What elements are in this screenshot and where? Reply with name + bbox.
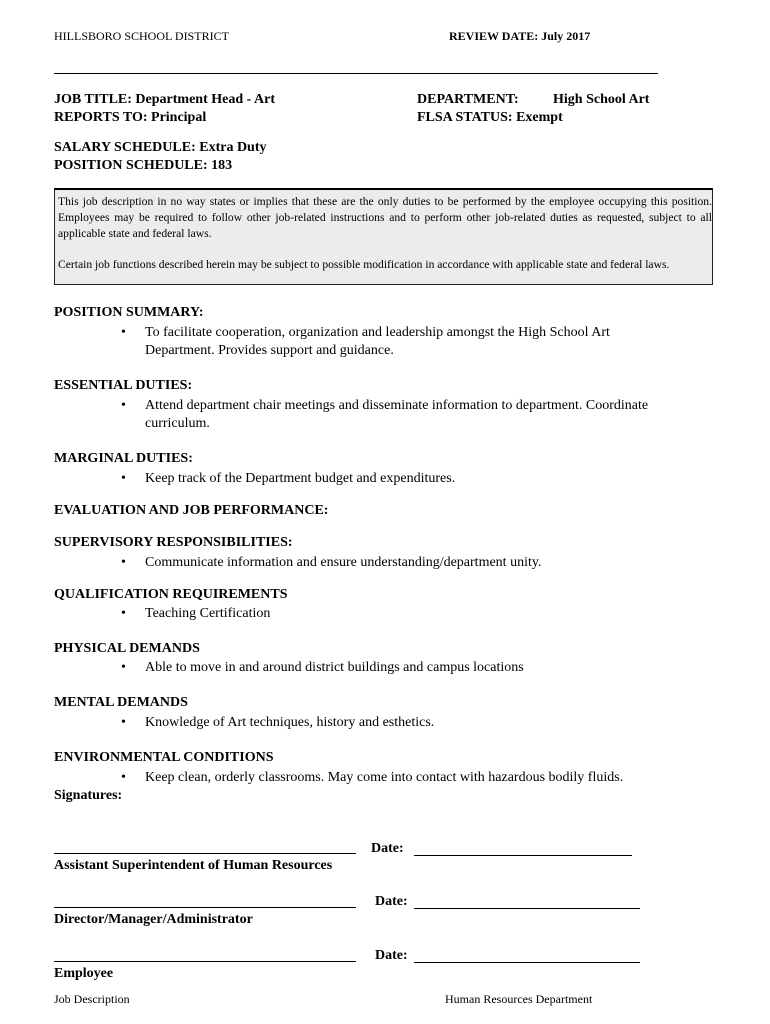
date-label-2: Date: bbox=[375, 894, 408, 909]
environmental-item bbox=[121, 769, 623, 787]
supervisory-heading: SUPERVISORY RESPONSIBILITIES: bbox=[54, 535, 293, 550]
signatures-heading: Signatures: bbox=[54, 788, 123, 803]
date-label-3: Date: bbox=[375, 948, 408, 963]
signature-role-1: Assistant Superintendent of Human Resources bbox=[54, 858, 333, 873]
position-summary-text: To facilitate cooperation, organization and leadership amongst the High School Art Department. Provides support and guidance. bbox=[145, 325, 610, 358]
job-title: JOB TITLE: Department Head - Art bbox=[54, 92, 276, 107]
flsa-status: FLSA STATUS: Exempt bbox=[417, 110, 563, 125]
date-line-3[interactable] bbox=[414, 962, 640, 963]
mental-demands-heading: MENTAL DEMANDS bbox=[54, 695, 188, 710]
bullet-icon: • bbox=[121, 660, 126, 675]
footer-left: Job Description bbox=[54, 992, 130, 1006]
evaluation-heading: EVALUATION AND JOB PERFORMANCE: bbox=[54, 503, 329, 518]
disclaimer-box bbox=[54, 188, 713, 285]
position-summary-item bbox=[121, 324, 681, 360]
date-label-1: Date: bbox=[371, 841, 404, 856]
supervisory-item bbox=[121, 554, 541, 572]
department-value: High School Art bbox=[553, 92, 650, 107]
supervisory-text: Communicate information and ensure understanding/department unity. bbox=[145, 555, 542, 570]
marginal-duties-heading: MARGINAL DUTIES: bbox=[54, 451, 193, 466]
bullet-icon: • bbox=[121, 325, 126, 340]
physical-demands-heading: PHYSICAL DEMANDS bbox=[54, 641, 200, 656]
review-date: REVIEW DATE: July 2017 bbox=[449, 29, 591, 43]
salary-schedule: SALARY SCHEDULE: Extra Duty bbox=[54, 140, 267, 155]
environmental-text: Keep clean, orderly classrooms. May come into contact with hazardous bodily fluids. bbox=[145, 770, 624, 785]
marginal-duties-item bbox=[121, 470, 455, 488]
essential-duties-item bbox=[121, 397, 701, 433]
reports-to: REPORTS TO: Principal bbox=[54, 110, 207, 125]
qualification-text: Teaching Certification bbox=[145, 606, 271, 621]
qualification-heading: QUALIFICATION REQUIREMENTS bbox=[54, 587, 288, 602]
footer-right: Human Resources Department bbox=[445, 992, 593, 1006]
physical-demands-item bbox=[121, 659, 524, 677]
essential-duties-heading: ESSENTIAL DUTIES: bbox=[54, 378, 193, 393]
position-summary-heading: POSITION SUMMARY: bbox=[54, 305, 204, 320]
department-label: DEPARTMENT: bbox=[417, 92, 519, 107]
header-divider bbox=[54, 73, 658, 74]
bullet-icon: • bbox=[121, 606, 126, 621]
mental-demands-item bbox=[121, 714, 434, 732]
bullet-icon: • bbox=[121, 770, 126, 785]
position-schedule: POSITION SCHEDULE: 183 bbox=[54, 158, 233, 173]
essential-duties-text: Attend department chair meetings and disseminate information to department. Coordinate curriculum. bbox=[145, 398, 649, 431]
bullet-icon: • bbox=[121, 555, 126, 570]
environmental-heading: ENVIRONMENTAL CONDITIONS bbox=[54, 750, 274, 765]
bullet-icon: • bbox=[121, 715, 126, 730]
marginal-duties-text: Keep track of the Department budget and expenditures. bbox=[145, 471, 456, 486]
district-name: HILLSBORO SCHOOL DISTRICT bbox=[54, 29, 229, 43]
bullet-icon: • bbox=[121, 398, 126, 413]
signature-line-1[interactable] bbox=[54, 853, 356, 854]
date-line-2[interactable] bbox=[414, 908, 640, 909]
signature-role-3: Employee bbox=[54, 966, 114, 981]
mental-demands-text: Knowledge of Art techniques, history and esthetics. bbox=[145, 715, 435, 730]
signature-role-2: Director/Manager/Administrator bbox=[54, 912, 253, 927]
disclaimer-paragraph-1: This job description in no way states or implies that these are the only duties to be performed by the employee occupying this position. Employees may be required to follow other job-related instructions and to perform other job-related duties as requested, subject to all applicable state and federal laws. bbox=[58, 195, 712, 240]
bullet-icon: • bbox=[121, 471, 126, 486]
physical-demands-text: Able to move in and around district buildings and campus locations bbox=[145, 660, 524, 675]
signature-line-2[interactable] bbox=[54, 907, 356, 908]
disclaimer-paragraph-2: Certain job functions described herein may be subject to possible modification in accordance with applicable state and federal laws. bbox=[58, 258, 670, 271]
date-line-1[interactable] bbox=[414, 855, 632, 856]
qualification-item bbox=[121, 605, 270, 623]
signature-line-3[interactable] bbox=[54, 961, 356, 962]
